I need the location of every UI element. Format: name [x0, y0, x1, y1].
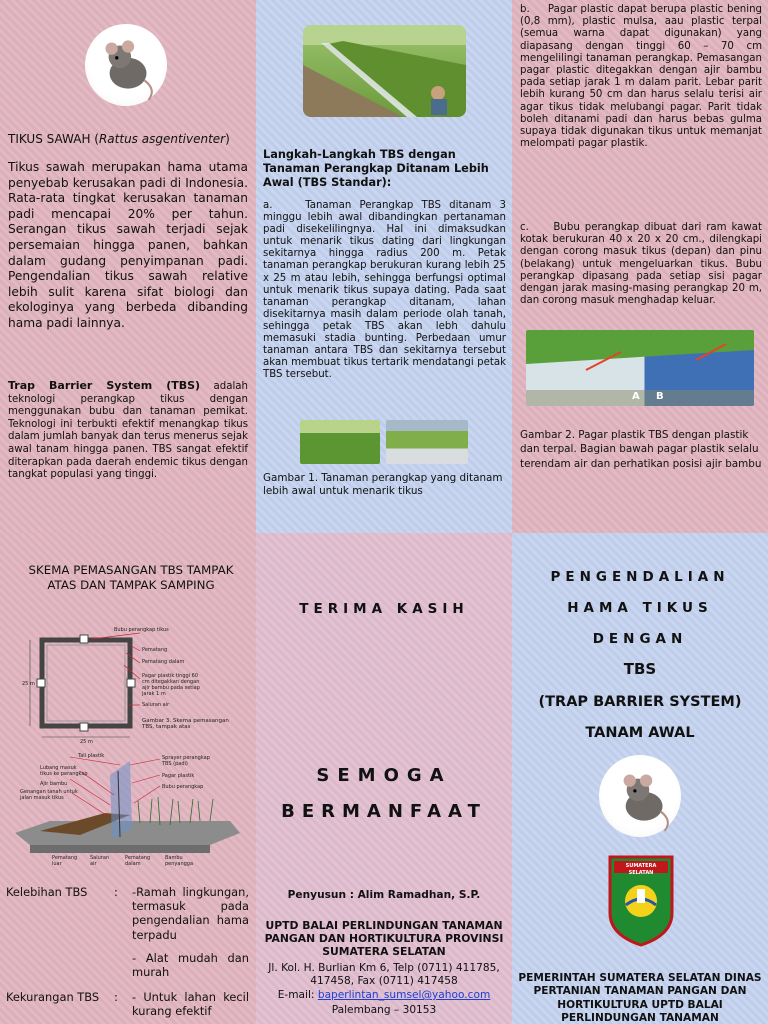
- advantage-item-2: - Alat mudah dan murah: [132, 951, 249, 980]
- panel-cover: [512, 533, 768, 1024]
- cover-footer: PEMERINTAH SUMATERA SELATAN DINAS PERTANIAN TANAMAN PANGAN DAN HORTIKULTURA UPTD BALAI PERLINDUNGAN TANAMAN: [518, 972, 762, 1024]
- logo-text: SUMATERA SELATAN: [625, 863, 657, 876]
- step-a: a. Tanaman Perangkap TBS ditanam 3 minggu lebih awal dibandingkan pertanaman padi disekelilingnya. Hal ini dimaksudkan untuk menarik tikus dating dari lingkungan sekitarnya hingga radius 200 m. Petak tanaman perangkap berukuran kurang lebih 25 x 25 m atau lebih, sehingga berfungsi optimal untuk menarik tikus supaya dating. Pada saat tanaman perangkap ditanam, lahan disekitarnya masih dalam periode olah tanah, sehingga petak TBS akan lebh dahulu memasuki stadia bunting. Perbedaan umur tanaman antara TBS dan sekitarnya tersebut akan membuat tikus tertarik mendatangi petak TBS tersebut.: [263, 200, 506, 381]
- cover-rat-photo: [599, 755, 681, 837]
- disadvantages-colon: :: [114, 990, 118, 1004]
- bottom-label-3: Bambu penyangga: [165, 855, 194, 867]
- figure1-caption: Gambar 1. Tanaman perangkap yang ditanam lebih awal untuk menarik tikus: [263, 472, 503, 498]
- panel-steps: [256, 0, 512, 533]
- top-view-diagram: [22, 625, 252, 745]
- cover-line-4: TBS: [623, 660, 657, 678]
- side-label-0: Tali plastik: [78, 753, 105, 759]
- scheme-title: SKEMA PEMASANGAN TBS TAMPAK ATAS DAN TAMPAK SAMPING: [28, 563, 234, 592]
- top-label-2: Pematang dalam: [142, 659, 185, 665]
- side-label-4: Sprayer perangkap TBS (padi): [162, 755, 210, 767]
- side-label-6: Bubu perangkap: [162, 784, 204, 790]
- side-label-3: Genangan tanah untuk jalan masuk tikus: [20, 789, 78, 801]
- top-label-1: Pematang: [142, 647, 168, 653]
- figure2-caption: Gambar 2. Pagar plastik TBS dengan plastik dan terpal. Bagian bawah pagar plastik selalu terendam air dan perhatikan posisi ajir bambu: [520, 429, 762, 470]
- panel-closing: [256, 533, 512, 1024]
- cover-line-5: (TRAP BARRIER SYSTEM): [538, 694, 742, 710]
- side-label-1: Lubang masuk tikus ke perangkap: [40, 765, 88, 777]
- trap-crop-photo-1: [300, 420, 380, 464]
- side-label-2: Ajir bambu: [40, 781, 68, 787]
- semoga-text: SEMOGA: [316, 765, 452, 786]
- dim-bottom: 25 m: [80, 739, 93, 745]
- steps-heading: Langkah-Langkah TBS dengan Tanaman Perangkap Ditanam Lebih Awal (TBS Standar):: [263, 148, 489, 189]
- top-label-4: Saluran air: [142, 702, 170, 708]
- address: Jl. Kol. H. Burlian Km 6, Telp (0711) 411785, 417458, Fax (0711) 417458: [268, 962, 500, 987]
- rat-title: TIKUS SAWAH (Rattus asgentiventer): [8, 132, 230, 146]
- bottom-label-1: Saluran air: [90, 855, 110, 867]
- fence-photo: [303, 25, 466, 117]
- email-line: E-mail: baperlintan_sumsel@yahoo.com: [277, 989, 491, 1001]
- cover-line-1: PENGENDALIAN: [550, 569, 730, 585]
- disadvantages-label: Kekurangan TBS: [6, 990, 100, 1004]
- tbs-term: Trap Barrier System (TBS): [8, 379, 201, 392]
- fence-types-photo: [526, 330, 754, 406]
- panel-fence: [512, 0, 768, 533]
- bottom-label-2: Pematang dalam: [125, 855, 151, 867]
- side-view-diagram: [10, 753, 250, 865]
- label-a: A: [632, 391, 640, 402]
- city: Palembang – 30153: [331, 1004, 437, 1016]
- label-b: B: [656, 391, 664, 402]
- sumsel-logo: [606, 853, 676, 947]
- step-b: b. Pagar plastic dapat berupa plastic bening (0,8 mm), plastic mulsa, aau plastic terpal (semua warna dapat digunakan) yang diapasang dengan tinggi 60 – 70 cm mengelilingi tanaman perangkap. Pemasangan pagar plastic ditegakkan dengan ajir bambu pada setiap jarak 1 m dalam parit. Lebar parit lebih kurang 50 cm dan harus selalu terisi air agar tikus tidak melubangi pagar. Parit tidak boleh ditanami padi dan harus bebas gulma supaya tidak digunakan tikus untuk memanjat melompati pagar plastik.: [520, 4, 762, 150]
- figure3-caption: Gambar 3. Skema pemasangan TBS, tampak atas: [142, 718, 229, 730]
- rat-photo: [85, 24, 167, 106]
- cover-line-2: HAMA TIKUS: [567, 600, 713, 616]
- advantage-item-1: -Ramah lingkungan, termasuk pada pengendalian hama terpadu: [132, 885, 249, 942]
- bermanfaat-text: BERMANFAAT: [281, 801, 487, 822]
- cover-line-6: TANAM AWAL: [585, 725, 695, 741]
- top-label-3: Pagar plastik tinggi 60 cm ditegakkan dengan ajir bambu pada setiap jarak 1 m: [142, 673, 200, 697]
- bottom-label-0: Pematang luar: [52, 855, 78, 867]
- advantages-colon: :: [114, 885, 118, 899]
- trap-crop-photo-2: [386, 420, 468, 464]
- cover-line-3: DENGAN: [592, 631, 688, 647]
- step-c: c. Bubu perangkap dibuat dari ram kawat kotak berukuran 40 x 20 x 20 cm., dilengkapi dengan corong masuk tikus (depan) dan pinu (belakang) untuk mengeluarkan tikus. Bubu perangkap dipasang pada setiap sisi pagar dengan jarak masing-masing perangkap 20 m, dan corong masuk menghadap keluar.: [520, 222, 762, 307]
- side-label-5: Pagar plastik: [162, 773, 195, 779]
- intro-text: Tikus sawah merupakan hama utama penyebab kerusakan padi di Indonesia. Rata-rata tingkat kerusakan tanaman padi mencapai 20% per tahun. Serangan tikus sawah terjadi sejak persemaian hingga panen, bahkan dalam gudang penyimpanan padi. Pengendalian tikus sawah relative lebih sulit karena sifat biologi dan ekologinya yang berbeda dibanding hama padi lainnya.: [8, 160, 248, 330]
- tbs-definition: Trap Barrier System (TBS) adalah teknologi perangkap tikus dengan menggunakan bubu dan tanaman pemikat. Teknologi ini terbukti efektif menangkap tikus dalam jumlah banyak dan terus menerus sejak awal tanam hingga panen. TBS sangat efektif diterapkan pada daerah endemic tikus dengan tangkat populasi yang tinggi.: [8, 379, 249, 481]
- panel-scheme: [0, 533, 256, 1024]
- dim-side: 25 m: [22, 681, 35, 687]
- organization: UPTD BALAI PERLINDUNGAN TANAMAN PANGAN DAN HORTIKULTURA PROVINSI SUMATERA SELATAN: [264, 919, 504, 958]
- disadvantage-item-1: - Untuk lahan kecil kurang efektif: [132, 990, 249, 1019]
- author: Penyusun : Alim Ramadhan, S.P.: [287, 889, 481, 901]
- email-link[interactable]: baperlintan_sumsel@yahoo.com: [317, 989, 491, 1001]
- thanks-text: TERIMA KASIH: [299, 601, 469, 617]
- advantages-label: Kelebihan TBS: [6, 885, 88, 899]
- top-label-0: Bubu perangkap tikus: [114, 627, 169, 633]
- panel-intro: [0, 0, 256, 533]
